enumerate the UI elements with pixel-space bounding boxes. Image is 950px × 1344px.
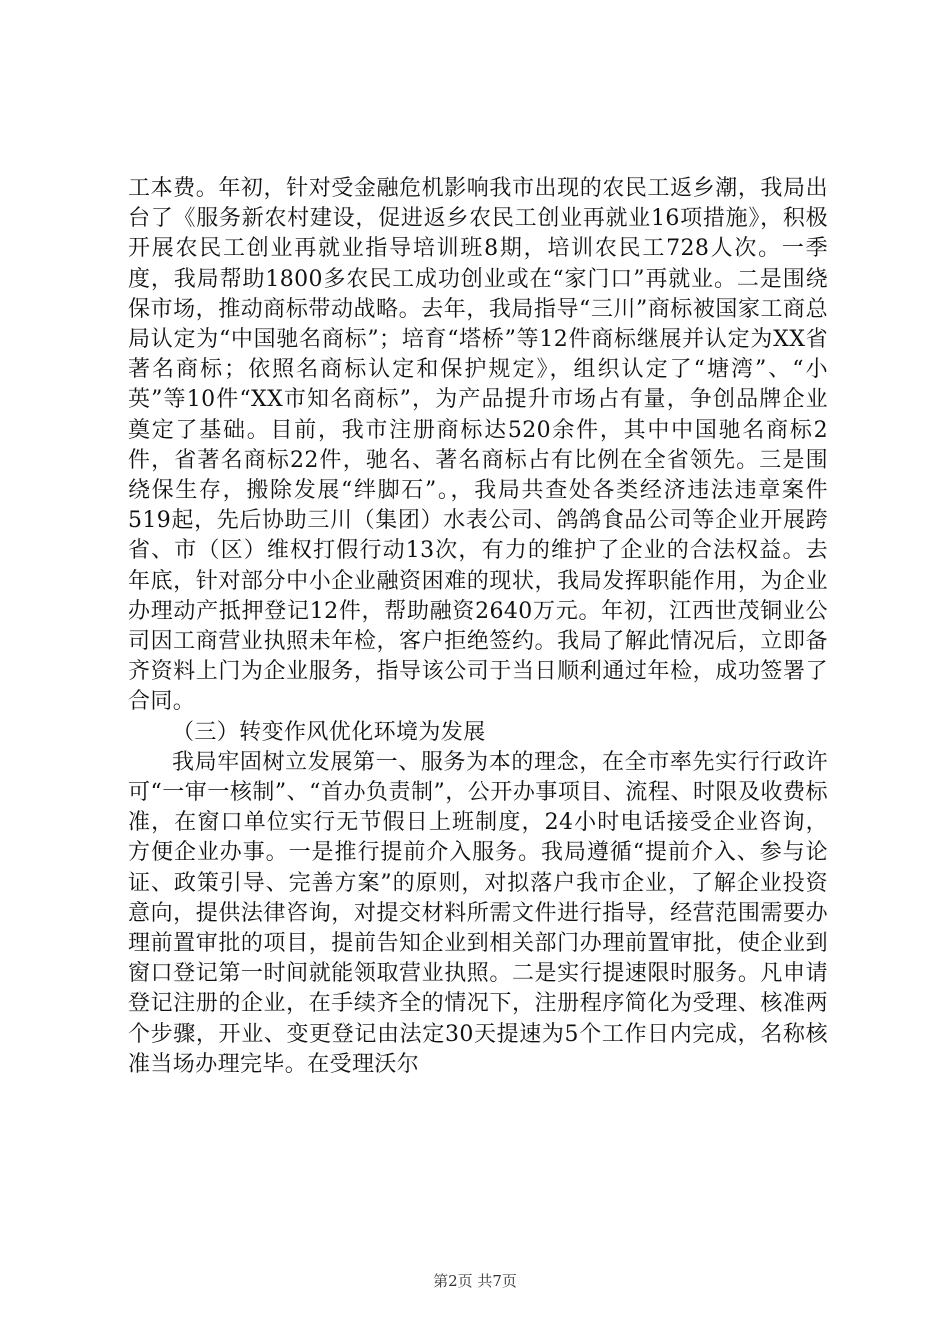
paragraph-service-reform: 我局牢固树立发展第一、服务为本的理念，在全市率先实行行政许可“一审一核制”、“首办负责制”，公开办事项目、流程、时限及收费标准，在窗口单位实行无节假日上班制度，24小时电话接受企业咨询，方便企业办事。一是推行提前介入服务。我局遵循“提前介入、参与论证、政策引导、完善方案”的原则，对拟落户我市企业，了解企业投资意向，提供法律咨询，对提交材料所需文件进行指导，经营范围需要办理前置审批的项目，提前告知企业到相关部门办理前置审批，使企业到窗口登记第一时间就能领取营业执照。二是实行提速限时服务。凡申请登记注册的企业，在手续齐全的情况下，注册程序简化为受理、核准两个步骤，开业、变更登记由法定30天提速为5个工作日内完成，名称核准当场办理完毕。在受理沃尔 bbox=[128, 749, 828, 1077]
section-heading-three: （三）转变作风优化环境为发展 bbox=[172, 719, 486, 745]
page-footer: 第2页 共7页 bbox=[433, 1272, 517, 1290]
document-body bbox=[128, 174, 828, 1080]
paragraph-market-services: 工本费。年初，针对受金融危机影响我市出现的农民工返乡潮，我局出台了《服务新农村建设，促进返乡农民工创业再就业16项措施》，积极开展农民工创业再就业指导培训班8期，培训农民工728人次。一季度，我局帮助1800多农民工成功创业或在“家门口”再就业。二是围绕保市场，推动商标带动战略。去年，我局指导“三川”商标被国家工商总局认定为“中国驰名商标”；培育“塔桥”等12件商标继展并认定为XX省著名商标；依照名商标认定和保护规定》，组织认定了“塘湾”、“小英”等10件“XX市知名商标”，为产品提升市场占有量，争创品牌企业奠定了基础。目前，我市注册商标达520余件，其中中国驰名商标2件，省著名商标22件，驰名、著名商标占有比例在全省领先。三是围绕保生存，搬除发展“绊脚石”。，我局共查处各类经济违法违章案件519起，先后协助三川（集团）水表公司、鸽鸽食品公司等企业开展跨省、市（区）维权打假行动13次，有力的维护了企业的合法权益。去年底，针对部分中小企业融资困难的现状，我局发挥职能作用，为企业办理动产抵押登记12件，帮助融资2640万元。年初，江西世茂铜业公司因工商营业执照未年检，客户拒绝签约。我局了解此情况后，立即备齐资料上门为企业服务，指导该公司于当日顺利通过年检，成功签署了合同。 bbox=[128, 176, 828, 715]
